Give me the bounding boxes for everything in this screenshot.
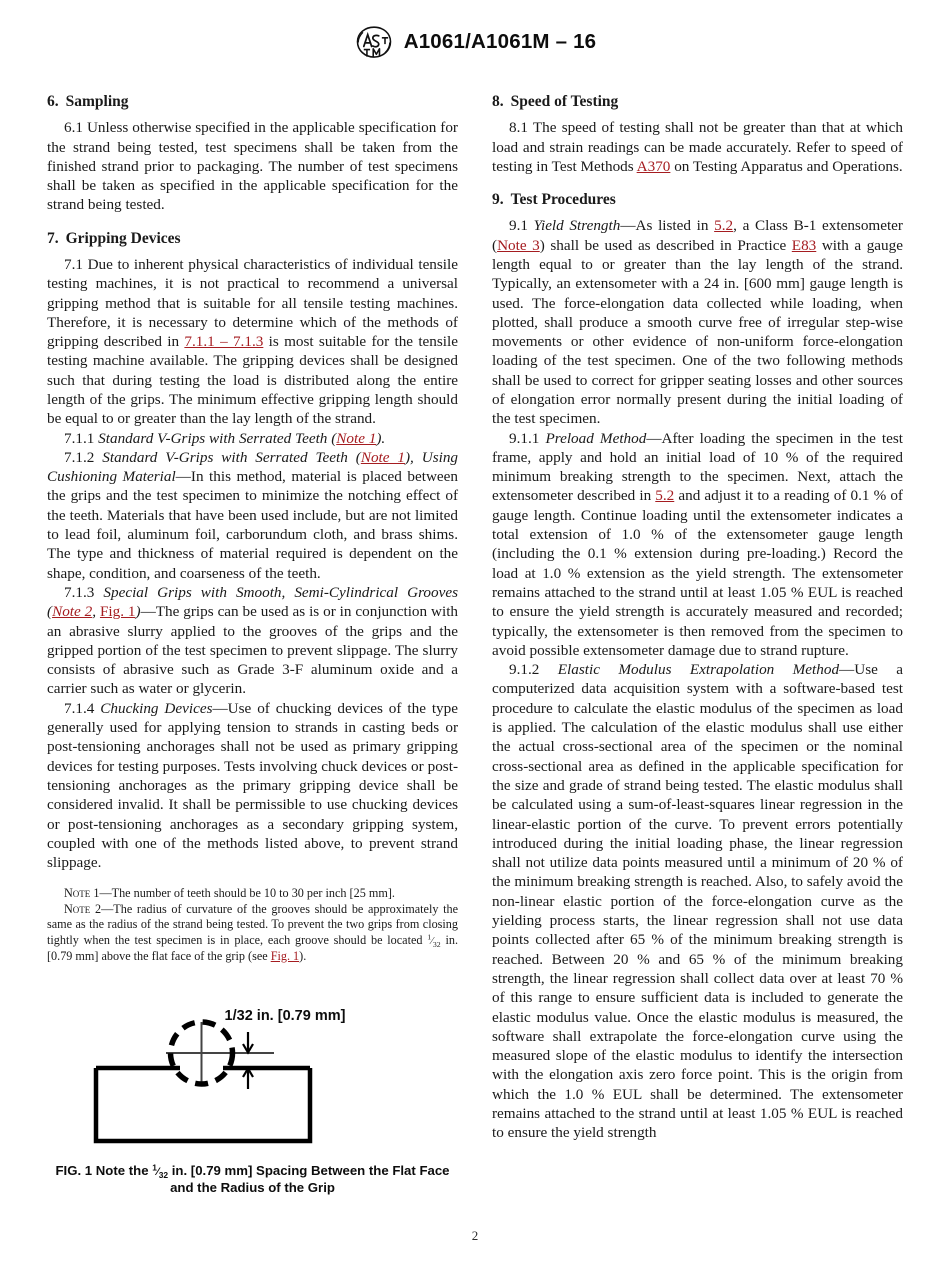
link-a370[interactable]: A370: [636, 157, 671, 175]
section-heading-8: [492, 92, 903, 111]
link-e83[interactable]: E83: [791, 236, 817, 254]
figure-caption-fraction-numerator: 1: [152, 1162, 157, 1173]
figure-1: [47, 1004, 458, 1196]
figure-caption-fraction: $^1⁄_{32}$: [152, 1162, 169, 1181]
figure-caption-text-b: in. [0.79 mm] Spacing Between the Flat Face: [168, 1163, 450, 1179]
link-note-3[interactable]: Note 3: [497, 236, 540, 254]
dimension-arrow-down: [243, 1032, 253, 1053]
page-columns: [47, 92, 903, 1196]
left-column: [47, 92, 458, 1196]
standard-designation: A1061/A1061M – 16: [403, 30, 597, 53]
dimension-arrow-up: [243, 1069, 253, 1090]
paragraph-7-1-3: 7.1.3 Special Grips with Smooth, Semi-Cylindrical Grooves (Note 2, Fig. 1)—The grips can be used as is or in conjunction with an abrasive slurry applied to the grooves of the grips and the gripped portion of the test specimen to prevent slippage. The slurry consists of abrasive such as Grade 3-F aluminum oxide and a carrier such as water or glycerin.: [47, 583, 459, 698]
paragraph-9-1: [492, 216, 903, 428]
paragraph-9-1-1-number: 9.1.1: [509, 429, 540, 447]
link-note-1-a[interactable]: Note 1: [336, 429, 377, 447]
link-note-1-b[interactable]: Note 1: [360, 448, 405, 466]
note-2: [47, 902, 458, 964]
paragraph-9-1-number: 9.1: [509, 217, 528, 235]
paragraph-7-1-2: 7.1.2 Standard V-Grips with Serrated Teeth (Note 1), Using Cushioning Material—In this method, material is placed between the grips and the test specimen to minimize the notching effect of the teeth. Materials that have been used include, but are not limited to lead foil, aluminum foil, carborundum cloth, and brass shims. The type and thickness of material required is dependent on the shape, condition, and coarseness of the teeth.: [47, 448, 459, 582]
paragraph-9-1-title: Yield Strength: [533, 217, 621, 235]
link-fig-1-b[interactable]: Fig. 1: [270, 948, 300, 963]
section-9-number: 9.: [492, 191, 504, 209]
note-1-label: Note 1: [64, 886, 100, 901]
link-note-2[interactable]: Note 2: [52, 603, 93, 621]
paragraph-9-1-1-text-b: and adjust it to a reading of 0.1 % of gauge length. Continue loading until the extensometer indicates a total extension of 1.0 % of the extensometer gauge length (including the 0.1 % extension during pre-loading.) Record the load at 1.0 % extension as the yield strength. The extensometer remains attached to the strand until at least 1.05 % EUL is reached to ensure the yield strength is accurately measured and recorded; typically, the extensometer is then removed from the specimen to avoid possible extensometer damage due to strand rupture.: [492, 487, 903, 659]
paragraph-7-1-2-title-a: Standard V-Grips with Serrated Teeth: [102, 448, 348, 466]
paragraph-7-1-4-text: —Use of chucking devices of the type generally used for applying tension to strands in casting beds or post-tensioning anchorages shall not be used as primary gripping devices for testing purposes. Tests involving chuck devices or post-tensioning anchorages as the primary gripping device shall be considered invalid. It shall be permissible to use chucking devices or post-tensioning anchorages as a secondary gripping system, coupled with one of the methods listed above, to prevent strand slippage.: [47, 699, 458, 872]
note-1-paren-open: (: [331, 429, 337, 447]
paragraph-7-1-text-a: 7.1 Due to inherent physical characteristics of individual tensile testing machines, it is not practical to recommend a universal gripping method that is suitable for all tensile testing machines. Therefore, it is necessary to determine which of the methods of gripping described in: [47, 255, 458, 351]
figure-caption-line-2: and the Radius of the Grip: [170, 1180, 335, 1196]
paragraph-9-1-1: [492, 429, 903, 661]
paragraph-8-1-text-a: 8.1 The speed of testing shall not be greater than that at which load and strain readings can be made accurately. Refer to speed of testing in Test Methods: [492, 119, 903, 175]
section-9-title: Test Procedures: [510, 191, 616, 209]
section-8-number: 8.: [492, 93, 504, 110]
paragraph-7-1-3-number: 7.1.3: [64, 583, 95, 601]
paragraph-7-1-1-number: 7.1.1: [64, 429, 95, 447]
paragraph-9-1-2-title: Elastic Modulus Extrapolation Method: [557, 661, 840, 679]
paragraph-9-1-2-number: 9.1.2: [509, 661, 540, 679]
paragraph-7-1-2-text: —In this method, material is placed between the grips and the test specimen to minimize the notching effect of the teeth. Materials that have been used include, but are not limited to lead foil, aluminum foil, carborundum cloth, and brass shims. The type and thickness of material required is dependent on the shape, condition, and coarseness of the teeth.: [47, 468, 458, 582]
astm-logo-icon: [354, 26, 394, 59]
figure-caption-text-a: FIG. 1 Note the: [55, 1163, 153, 1179]
note-2-fraction: $^1⁄_{32}$: [427, 932, 441, 949]
note-2-label: Note 2: [64, 901, 102, 916]
notes-block: [47, 886, 458, 964]
paragraph-7-1-4: [47, 699, 458, 873]
figure-1-caption: [47, 1162, 458, 1196]
paragraph-9-1-text-a: —As listed in: [620, 217, 715, 235]
paragraph-7-1: [47, 255, 458, 429]
section-heading-9: [492, 190, 903, 209]
link-5-2-a[interactable]: 5.2: [714, 217, 734, 235]
figure-caption-fraction-denominator: 32: [158, 1170, 169, 1181]
paragraph-7-1-text-b: is most suitable for the tensile testing machine available. The gripping devices shall be designed such that during testing the load is distributed along the entire length of the grips. The minimum effective gripping length should be equal to or greater than the lay length of the strand.: [47, 333, 458, 428]
paragraph-9-1-2-text: —Use a computerized data acquisition system with a software-based test procedure to calculate the elastic modulus of the specimen as load is applied. The calculation of the elastic modulus shall use either the actual cross-sectional area of the specimen or the nominal cross-sectional area as defined in the applicable specification for the size and grade of strand being tested. The elastic modulus shall be calculated using a sum-of-least-squares linear regression in the linear-elastic portion of the curve. To prevent errors potentially introduced during the initial loading phase, the linear regression shall not utilize data points measured until a minimum of 20 % of the minimum breaking strength is reached. Also, to safely avoid the non-linear elastic portion of the force-elongation curve as the yielding process starts, the linear regression shall not use data points collected after 65 % of the minimum breaking strength is reached. Between 20 % and 65 % of the minimum breaking strength, the linear regression shall collect data over at least 70 % of this range to ensure sufficient data is included to generate the elastic modulus value. Once the elastic modulus is measured, the software shall extrapolate the force-elongation curve using the measured slope of the elastic modulus to identify the intersection with the elongation axis zero force point. This is the origin from which the 1.0 % EUL shall be determined. The extensometer remains attached to the strand until at least 1.05 % EUL is reached to ensure the yield strength: [492, 661, 903, 1142]
note-2-fraction-numerator: 1: [427, 932, 432, 942]
paragraph-7-1-3-text: —The grips can be used as is or in conjunction with an abrasive slurry applied to the grooves of the grips and the gripped portion of the test specimen to prevent slippage. The slurry consists of abrasive such as Grade 3-F aluminum oxide and a carrier such as water or glycerin.: [47, 603, 459, 698]
note-1-paren-close: ).: [376, 429, 386, 447]
note-2-text-a: —The radius of curvature of the grooves should be approximately the same as the radius of the strand being tested. To prevent the two grips from closing tightly when the test specimen is in place, each groove should be located: [47, 901, 458, 947]
page-number: 2: [471, 1228, 479, 1243]
paragraph-8-1-text-b: on Testing Apparatus and Operations.: [670, 157, 903, 175]
paragraph-9-1-1-title: Preload Method: [545, 429, 647, 447]
note-2-text-c: ).: [299, 948, 307, 963]
grip-block-rectangle: [96, 1068, 310, 1141]
paragraph-9-1-text-b: , a Class B-1 extensometer (: [492, 217, 903, 254]
paragraph-7-1-1: [47, 429, 458, 448]
section-8-title: Speed of Testing: [510, 93, 619, 110]
section-6-number: 6.: [47, 93, 59, 110]
paragraph-7-1-4-number: 7.1.4: [64, 699, 95, 717]
paragraph-7-1-3-title: Special Grips with Smooth, Semi-Cylindrical Grooves: [103, 583, 459, 601]
link-7-1-1-to-7-1-3[interactable]: 7.1.1 – 7.1.3: [184, 333, 264, 351]
paragraph-9-1-text-d: with a gauge length equal to or greater than the lay length of the strand. Typically, an extensometer with a 24 in. [600 mm] gauge length is used. The force-elongation data collected while loading, when plotted, shall produce a smooth curve free of irregular step-wise movements or other evidence of non-uniform force-elongation loading of the test specimen. One of the two following methods shall be used to correct for gripper seating losses and other sources of elongation error normally present during the initial loading of the test specimen.: [492, 236, 903, 428]
link-5-2-b[interactable]: 5.2: [655, 487, 675, 505]
note-1-text: —The number of teeth should be 10 to 30 per inch [25 mm].: [99, 886, 395, 901]
section-6-title: Sampling: [65, 93, 129, 110]
paragraph-7-1-1-title: Standard V-Grips with Serrated Teeth: [98, 429, 328, 447]
note-2-fraction-denominator: 32: [432, 939, 441, 949]
figure-dimension-label: 1/32 in. [0.79 mm]: [224, 1008, 345, 1025]
section-heading-7: [47, 229, 458, 248]
section-heading-6: [47, 92, 458, 111]
right-column: [492, 92, 903, 1196]
paragraph-6-1: 6.1 Unless otherwise specified in the applicable specification for the strand being tested, test specimens shall be taken from the finished strand prior to packaging. The number of test specimens shall be taken as specified in the applicable specification for the strand being tested.: [47, 119, 458, 214]
paragraph-8-1: [492, 118, 903, 176]
paragraph-9-1-2: [492, 660, 903, 1142]
link-fig-1-a[interactable]: Fig. 1: [99, 603, 136, 621]
paragraph-7-1-2-title-b: Using Cushioning Material: [47, 448, 459, 486]
note-2-text-b: in. [0.79 mm] above the flat face of the grip (see: [47, 932, 458, 963]
paragraph-7-1-2-number: 7.1.2: [64, 448, 95, 466]
section-7-number: 7.: [47, 229, 59, 247]
page-header: [0, 0, 950, 53]
figure-1-drawing: [78, 1004, 428, 1152]
paragraph-7-1-4-title: Chucking Devices: [100, 699, 213, 717]
paragraph-9-1-text-c: ) shall be used as described in Practice: [539, 236, 792, 254]
paragraph-9-1-1-text-a: —After loading the specimen in the test frame, apply and hold an initial load of 10 % of the required minimum breaking strength to the specimen. Next, attach the extensometer described in: [492, 429, 904, 505]
note-1: [47, 886, 458, 901]
page-footer: [0, 1228, 950, 1244]
section-7-title: Gripping Devices: [65, 229, 181, 247]
